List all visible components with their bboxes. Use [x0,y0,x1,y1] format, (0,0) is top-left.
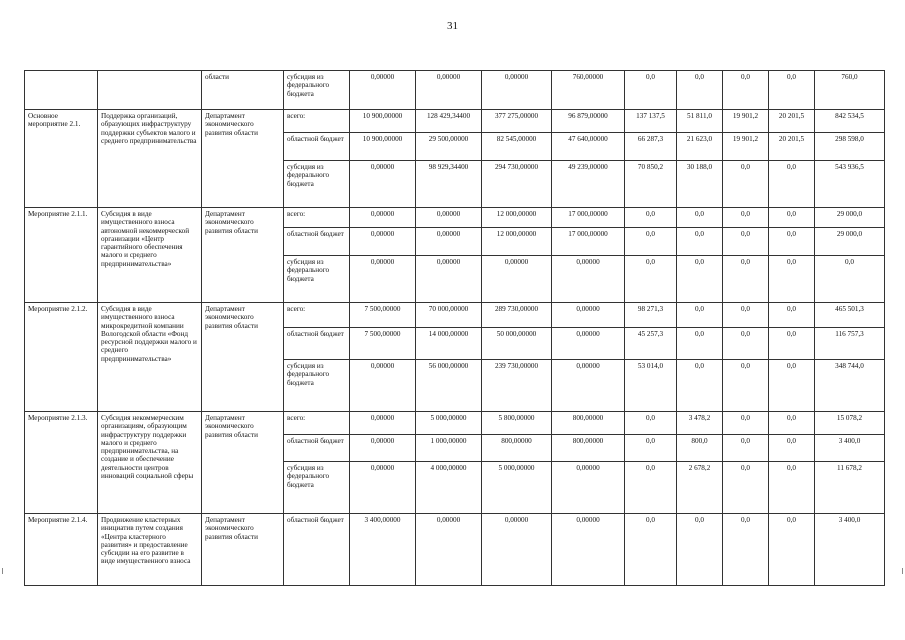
measure-description-cell: Субсидия в виде имущественного взноса микрокредитной компании Вологодской области «Фонд ресурсной поддержки малого и среднего предпринимательства» [98,303,202,412]
table-row [25,208,885,228]
funding-source-cell: областной бюджет [284,133,350,161]
funding-source-cell: областной бюджет [284,514,350,586]
page-number: 31 [447,20,458,32]
amount-cell: 800,00000 [482,435,552,462]
amount-cell: 294 730,00000 [482,161,552,208]
amount-cell: 377 275,00000 [482,110,552,133]
amount-cell: 3 478,2 [677,412,723,435]
amount-cell: 128 429,34400 [416,110,482,133]
measure-name-cell: Основное мероприятие 2.1. [25,110,98,208]
measure-name-cell [25,71,98,110]
amount-cell: 7 500,00000 [350,303,416,328]
amount-cell: 0,0 [815,256,885,303]
amount-cell: 0,00000 [350,161,416,208]
amount-cell: 4 000,00000 [416,462,482,514]
amount-cell: 0,00000 [350,462,416,514]
amount-cell: 15 078,2 [815,412,885,435]
amount-cell: 0,00000 [416,71,482,110]
amount-cell: 19 901,2 [723,110,769,133]
amount-cell: 0,0 [723,161,769,208]
funding-source-cell: всего: [284,208,350,228]
amount-cell: 0,00000 [350,208,416,228]
measure-description-cell [98,71,202,110]
amount-cell: 0,00000 [552,360,625,412]
executor-cell: Департамент экономического развития области [202,303,284,412]
amount-cell: 10 900,00000 [350,133,416,161]
funding-source-cell: субсидия из федерального бюджета [284,360,350,412]
funding-source-cell: субсидия из федерального бюджета [284,161,350,208]
amount-cell: 0,0 [625,435,677,462]
amount-cell: 0,0 [769,435,815,462]
amount-cell: 0,0 [769,328,815,360]
amount-cell: 0,00000 [482,71,552,110]
funding-source-cell: всего: [284,412,350,435]
amount-cell: 0,0 [769,412,815,435]
amount-cell: 0,0 [625,256,677,303]
left-edge-tick [2,568,3,574]
amount-cell: 0,0 [625,462,677,514]
amount-cell: 2 678,2 [677,462,723,514]
amount-cell: 0,00000 [416,208,482,228]
amount-cell: 12 000,00000 [482,228,552,256]
amount-cell: 0,0 [723,71,769,110]
amount-cell: 0,0 [769,514,815,586]
measure-description-cell: Продвижение кластерных инициатив путем создания «Центра кластерного развития» и предоставление субсидии на его развитие в виде имущественного взноса [98,514,202,586]
amount-cell: 0,0 [677,328,723,360]
amount-cell: 0,00000 [552,303,625,328]
amount-cell: 51 811,0 [677,110,723,133]
executor-cell: Департамент экономического развития области [202,110,284,208]
amount-cell: 348 744,0 [815,360,885,412]
amount-cell: 0,00000 [350,435,416,462]
amount-cell: 7 500,00000 [350,328,416,360]
amount-cell: 0,0 [723,462,769,514]
funding-source-cell: областной бюджет [284,228,350,256]
amount-cell: 0,0 [677,303,723,328]
amount-cell: 289 730,00000 [482,303,552,328]
amount-cell: 0,0 [625,71,677,110]
executor-cell: Департамент экономического развития области [202,412,284,514]
amount-cell: 45 257,3 [625,328,677,360]
amount-cell: 17 000,00000 [552,208,625,228]
executor-cell: Департамент экономического развития области [202,514,284,586]
amount-cell: 116 757,3 [815,328,885,360]
amount-cell: 98 929,34400 [416,161,482,208]
amount-cell: 70 000,00000 [416,303,482,328]
amount-cell: 0,00000 [350,228,416,256]
amount-cell: 0,0 [677,256,723,303]
amount-cell: 0,0 [625,228,677,256]
table-row [25,412,885,435]
amount-cell: 543 936,5 [815,161,885,208]
amount-cell: 12 000,00000 [482,208,552,228]
amount-cell: 0,0 [677,208,723,228]
table-row [25,514,885,586]
amount-cell: 47 640,00000 [552,133,625,161]
amount-cell: 0,00000 [552,514,625,586]
measure-name-cell: Мероприятие 2.1.4. [25,514,98,586]
funding-source-cell: субсидия из федерального бюджета [284,462,350,514]
amount-cell: 0,0 [677,360,723,412]
amount-cell: 760,0 [815,71,885,110]
executor-cell: Департамент экономического развития области [202,208,284,303]
amount-cell: 0,0 [625,208,677,228]
amount-cell: 5 800,00000 [482,412,552,435]
amount-cell: 29 000,0 [815,228,885,256]
amount-cell: 56 000,00000 [416,360,482,412]
amount-cell: 0,0 [769,256,815,303]
amount-cell: 0,0 [769,208,815,228]
amount-cell: 96 879,00000 [552,110,625,133]
measure-name-cell: Мероприятие 2.1.2. [25,303,98,412]
amount-cell: 0,0 [625,412,677,435]
amount-cell: 0,00000 [552,462,625,514]
amount-cell: 66 287,3 [625,133,677,161]
amount-cell: 0,00000 [350,256,416,303]
measure-description-cell: Субсидия некоммерческим организациям, образующим инфраструктуру поддержки малого и среднего предпринимательства, на создание и обеспечение деятельности центров инноваций социальной сферы [98,412,202,514]
amount-cell: 0,0 [723,303,769,328]
amount-cell: 842 534,5 [815,110,885,133]
amount-cell: 50 000,00000 [482,328,552,360]
measure-description-cell: Поддержка организаций, образующих инфраструктуру поддержки субъектов малого и среднего предпринимательства [98,110,202,208]
amount-cell: 0,0 [677,71,723,110]
amount-cell: 0,00000 [416,256,482,303]
amount-cell: 137 137,5 [625,110,677,133]
executor-cell: области [202,71,284,110]
amount-cell: 3 400,00000 [350,514,416,586]
amount-cell: 5 000,00000 [482,462,552,514]
amount-cell: 800,0 [677,435,723,462]
amount-cell: 98 271,3 [625,303,677,328]
amount-cell: 0,00000 [350,412,416,435]
amount-cell: 0,0 [723,228,769,256]
amount-cell: 0,0 [723,435,769,462]
amount-cell: 0,0 [625,514,677,586]
table-row [25,303,885,328]
table-row [25,110,885,133]
amount-cell: 21 623,0 [677,133,723,161]
funding-source-cell: субсидия из федерального бюджета [284,71,350,110]
amount-cell: 0,0 [723,328,769,360]
amount-cell: 0,00000 [416,514,482,586]
amount-cell: 0,0 [769,71,815,110]
measure-description-cell: Субсидия в виде имущественного взноса автономной некоммерческой организации «Центр гарантийного обеспечения малого и среднего предпринимательства» [98,208,202,303]
amount-cell: 5 000,00000 [416,412,482,435]
measure-name-cell: Мероприятие 2.1.3. [25,412,98,514]
amount-cell: 0,0 [723,514,769,586]
amount-cell: 298 598,0 [815,133,885,161]
funding-source-cell: всего: [284,303,350,328]
amount-cell: 760,00000 [552,71,625,110]
amount-cell: 0,00000 [482,256,552,303]
amount-cell: 0,0 [723,360,769,412]
amount-cell: 0,00000 [552,328,625,360]
amount-cell: 30 188,0 [677,161,723,208]
amount-cell: 0,0 [769,303,815,328]
amount-cell: 3 400,0 [815,514,885,586]
amount-cell: 29 000,0 [815,208,885,228]
amount-cell: 20 201,5 [769,110,815,133]
measure-name-cell: Мероприятие 2.1.1. [25,208,98,303]
amount-cell: 3 400,0 [815,435,885,462]
budget-table [24,70,885,586]
amount-cell: 19 901,2 [723,133,769,161]
funding-source-cell: областной бюджет [284,435,350,462]
amount-cell: 0,0 [723,412,769,435]
amount-cell: 29 500,00000 [416,133,482,161]
amount-cell: 0,0 [723,208,769,228]
funding-source-cell: субсидия из федерального бюджета [284,256,350,303]
amount-cell: 14 000,00000 [416,328,482,360]
funding-source-cell: всего: [284,110,350,133]
amount-cell: 800,00000 [552,435,625,462]
funding-source-cell: областной бюджет [284,328,350,360]
amount-cell: 465 501,3 [815,303,885,328]
amount-cell: 0,00000 [350,71,416,110]
amount-cell: 17 000,00000 [552,228,625,256]
amount-cell: 0,0 [769,360,815,412]
amount-cell: 11 678,2 [815,462,885,514]
amount-cell: 53 014,0 [625,360,677,412]
amount-cell: 0,0 [769,161,815,208]
amount-cell: 800,00000 [552,412,625,435]
amount-cell: 0,0 [769,462,815,514]
amount-cell: 82 545,00000 [482,133,552,161]
amount-cell: 1 000,00000 [416,435,482,462]
amount-cell: 0,0 [723,256,769,303]
amount-cell: 0,0 [677,228,723,256]
right-edge-tick [902,568,903,574]
amount-cell: 0,00000 [416,228,482,256]
amount-cell: 10 900,00000 [350,110,416,133]
amount-cell: 70 850,2 [625,161,677,208]
amount-cell: 20 201,5 [769,133,815,161]
amount-cell: 0,0 [677,514,723,586]
amount-cell: 49 239,00000 [552,161,625,208]
amount-cell: 0,00000 [552,256,625,303]
amount-cell: 0,0 [769,228,815,256]
amount-cell: 0,00000 [350,360,416,412]
amount-cell: 0,00000 [482,514,552,586]
amount-cell: 239 730,00000 [482,360,552,412]
table-row [25,71,885,110]
